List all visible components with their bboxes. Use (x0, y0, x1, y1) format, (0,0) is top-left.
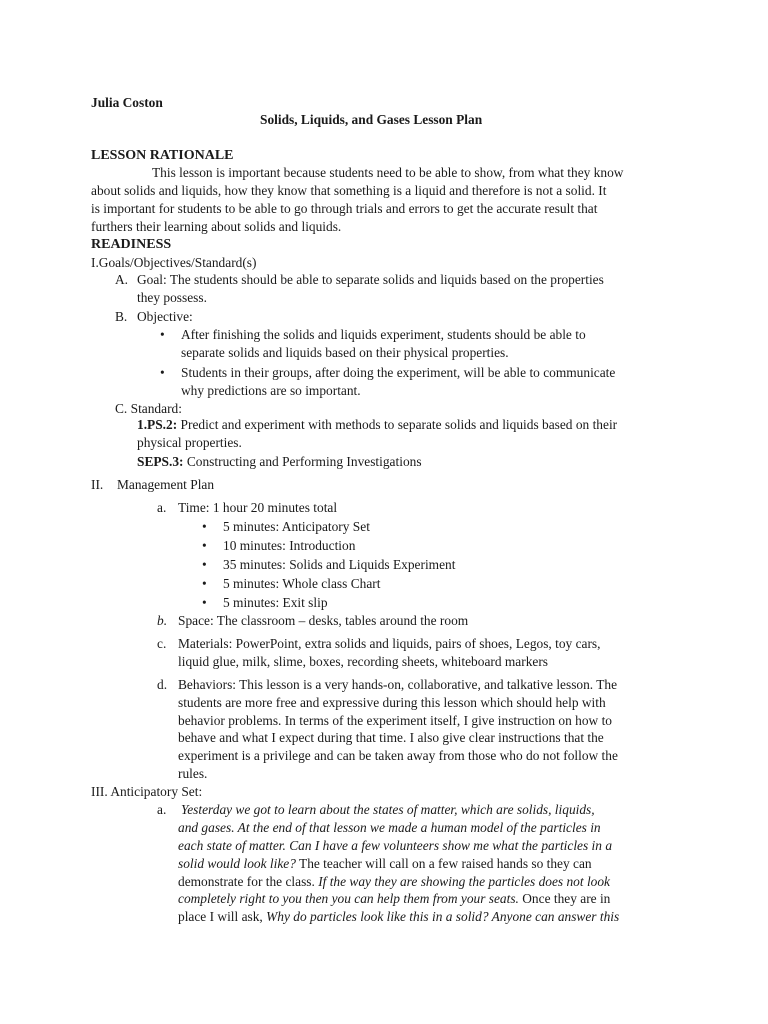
standard-1 (137, 416, 617, 434)
anticipatory-quote: Why do particles look like this in a solid? Anyone can answer this (266, 909, 620, 924)
behaviors-line: experiment is a privilege and can be taken away from those who do not follow the (178, 748, 618, 763)
anticipatory-text: Once they are in (518, 891, 611, 906)
anticipatory-line (178, 908, 619, 926)
rationale-heading: LESSON RATIONALE (91, 148, 234, 163)
anticipatory-quote: If the way they are showing the particles does not look (318, 874, 611, 889)
bullet-icon: • (160, 365, 165, 380)
time-item: 10 minutes: Introduction (223, 538, 356, 553)
anticipatory-line (178, 890, 610, 908)
bullet-icon: • (202, 576, 207, 591)
standard-label: C. Standard: (115, 401, 182, 416)
anticipatory-line: each state of matter. Can I have a few volunteers show me what the particles in a (178, 838, 613, 853)
space-text: Space: The classroom – desks, tables around the room (178, 613, 469, 628)
standard-code: 1.PS.2: (137, 417, 178, 432)
anticipatory-line (178, 855, 592, 873)
anticipatory-line (178, 873, 610, 891)
bullet-icon: • (202, 557, 207, 572)
objective-bullet-line: Students in their groups, after doing the experiment, will be able to communicate (181, 365, 616, 380)
objective-marker: B. (115, 309, 128, 324)
rationale-line: furthers their learning about solids and liquids. (91, 219, 342, 234)
bullet-icon: • (202, 595, 207, 610)
materials-line: Materials: PowerPoint, extra solids and liquids, pairs of shoes, Legos, toy cars, (178, 636, 601, 651)
anticipatory-quote: completely right to you then you can help them from your seats. (178, 891, 519, 906)
standard-2 (137, 453, 422, 471)
anticipatory-text: demonstrate for the class. (178, 874, 319, 889)
anticipatory-quote: solid would look like? (178, 856, 296, 871)
bullet-icon: • (202, 519, 207, 534)
management-heading: Management Plan (117, 477, 215, 492)
bullet-icon: • (160, 327, 165, 342)
goal-line: they possess. (137, 290, 207, 305)
behaviors-line: Behaviors: This lesson is a very hands-on, collaborative, and talkative lesson. The (178, 677, 618, 692)
time-item: 5 minutes: Exit slip (223, 595, 328, 610)
anticipatory-line: and gases. At the end of that lesson we made a human model of the particles in (178, 820, 601, 835)
materials-line: liquid glue, milk, slime, boxes, recording sheets, whiteboard markers (178, 654, 549, 669)
time-item: 5 minutes: Whole class Chart (223, 576, 381, 591)
rationale-line: about solids and liquids, how they know that something is a liquid and therefore is not a solid. It (91, 183, 607, 198)
anticipatory-text: place I will ask, (178, 909, 267, 924)
materials-marker: c. (157, 636, 167, 651)
rationale-line: is important for students to be able to go through trials and errors to get the accurate result that (91, 201, 598, 216)
objective-label: Objective: (137, 309, 193, 324)
time-marker: a. (157, 500, 167, 515)
standard-1-cont: physical properties. (137, 435, 242, 450)
goals-heading: I.Goals/Objectives/Standard(s) (91, 255, 257, 270)
standard-text: Constructing and Performing Investigations (183, 454, 422, 469)
anticipatory-text: The teacher will call on a few raised hands so they can (295, 856, 592, 871)
behaviors-line: rules. (178, 766, 208, 781)
readiness-heading: READINESS (91, 237, 172, 252)
space-marker: b. (157, 613, 168, 628)
behaviors-line: behave and what I expect during that time. I also give clear instructions that the (178, 730, 604, 745)
bullet-icon: • (202, 538, 207, 553)
goal-marker: A. (115, 272, 129, 287)
anticipatory-marker: a. (157, 802, 167, 817)
time-item: 5 minutes: Anticipatory Set (223, 519, 370, 534)
objective-bullet-line: separate solids and liquids based on their physical properties. (181, 345, 509, 360)
document-title: Solids, Liquids, and Gases Lesson Plan (260, 112, 483, 127)
time-item: 35 minutes: Solids and Liquids Experiment (223, 557, 456, 572)
objective-bullet-line: why predictions are so important. (181, 383, 361, 398)
goal-line: Goal: The students should be able to separate solids and liquids based on the properties (137, 272, 604, 287)
standard-text: Predict and experiment with methods to separate solids and liquids based on their (177, 417, 618, 432)
behaviors-marker: d. (157, 677, 168, 692)
behaviors-line: behavior problems. In terms of the experiment itself, I give instruction on how to (178, 713, 612, 728)
anticipatory-line: Yesterday we got to learn about the states of matter, which are solids, liquids, (181, 802, 595, 817)
objective-bullet-line: After finishing the solids and liquids experiment, students should be able to (181, 327, 586, 342)
anticipatory-heading: III. Anticipatory Set: (91, 784, 203, 799)
rationale-line: This lesson is important because students need to be able to show, from what they know (152, 165, 624, 180)
behaviors-line: students are more free and expressive during this lesson which should help with (178, 695, 606, 710)
author-name: Julia Coston (91, 95, 163, 110)
time-label: Time: 1 hour 20 minutes total (178, 500, 338, 515)
standard-code: SEPS.3: (137, 454, 184, 469)
management-number: II. (91, 477, 104, 492)
